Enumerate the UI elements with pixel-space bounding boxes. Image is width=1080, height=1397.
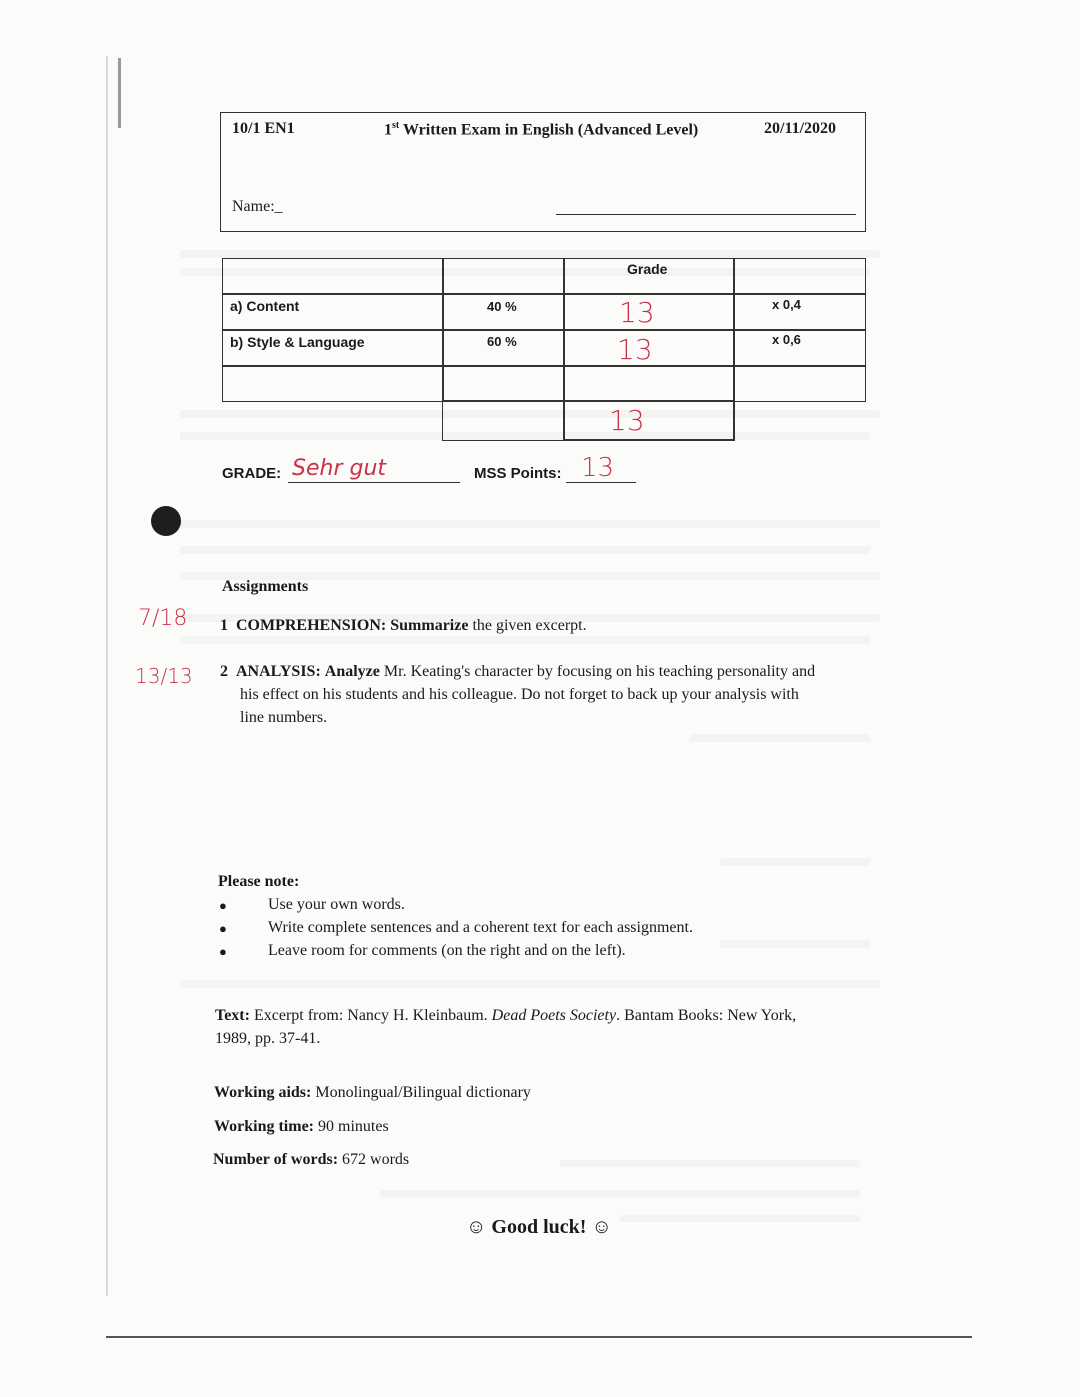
exam-date: 20/11/2020 bbox=[764, 120, 837, 137]
grade-table-cell bbox=[442, 365, 565, 402]
grade-table-cell bbox=[733, 365, 866, 402]
good-luck-message: ☺ Good luck! ☺ bbox=[466, 1216, 612, 1238]
row-weight-content: 40 % bbox=[487, 299, 517, 314]
handwritten-grade-verdict: Sehr gut bbox=[292, 456, 387, 481]
bullet: ● bbox=[219, 944, 227, 959]
working-aids: Working aids: Monolingual/Bilingual dictionary bbox=[214, 1084, 531, 1101]
grade-table-cell bbox=[442, 400, 565, 441]
grade-table-cell bbox=[563, 365, 735, 402]
handwritten-grade-content: 13 bbox=[619, 296, 655, 329]
row-factor-style: x 0,6 bbox=[772, 332, 801, 347]
assignment-2: 2 ANALYSIS: Analyze Mr. Keating's character by focusing on his teaching personality and his effect on his students and his colleague. Do not forget to back up your analysis with line numbers. bbox=[220, 663, 816, 726]
name-label: Name:_ bbox=[232, 198, 283, 215]
working-time: Working time: 90 minutes bbox=[214, 1118, 389, 1135]
grade-underline bbox=[288, 482, 460, 483]
handwritten-total-grade: 13 bbox=[609, 404, 645, 437]
handwritten-grade-style: 13 bbox=[617, 333, 653, 366]
note-item: Use your own words. bbox=[268, 896, 405, 913]
class-code: 10/1 EN1 bbox=[232, 120, 295, 137]
text-source: Text: Excerpt from: Nancy H. Kleinbaum. Dead Poets Society. Bantam Books: New York, 1989, pp. 37-41. bbox=[215, 1007, 797, 1047]
total-grade-cell bbox=[563, 400, 735, 441]
name-line bbox=[556, 214, 856, 215]
bottom-rule bbox=[106, 1336, 972, 1338]
grade-table-cell bbox=[222, 258, 444, 295]
mss-points-label: MSS Points: bbox=[474, 465, 562, 482]
page-edge bbox=[106, 56, 108, 1296]
exam-title: 1st Written Exam in English (Advanced Level) bbox=[384, 120, 699, 139]
binding-mark bbox=[118, 58, 121, 128]
margin-score-q2: 13/13 bbox=[135, 664, 193, 688]
margin-score-q1: 7/18 bbox=[138, 606, 188, 631]
grade-table-cell bbox=[733, 258, 866, 295]
assignment-1: 1 COMPREHENSION: Summarize the given excerpt. bbox=[220, 617, 587, 634]
bullet: ● bbox=[219, 898, 227, 913]
grade-column-header: Grade bbox=[627, 261, 668, 277]
note-item: Write complete sentences and a coherent text for each assignment. bbox=[268, 919, 693, 936]
notes-heading: Please note: bbox=[218, 873, 300, 890]
row-factor-content: x 0,4 bbox=[772, 297, 801, 312]
word-count: Number of words: 672 words bbox=[213, 1151, 410, 1168]
punch-hole bbox=[151, 506, 181, 536]
grade-table-cell bbox=[222, 365, 444, 402]
row-label-content: a) Content bbox=[230, 298, 300, 314]
row-label-style: b) Style & Language bbox=[230, 334, 365, 350]
grade-table-cell bbox=[442, 258, 565, 295]
note-item: Leave room for comments (on the right and on the left). bbox=[268, 942, 626, 959]
assignments-heading: Assignments bbox=[222, 578, 309, 595]
grade-label: GRADE: bbox=[222, 465, 282, 482]
row-weight-style: 60 % bbox=[487, 334, 517, 349]
handwritten-mss-points: 13 bbox=[581, 453, 615, 483]
bullet: ● bbox=[219, 921, 227, 936]
